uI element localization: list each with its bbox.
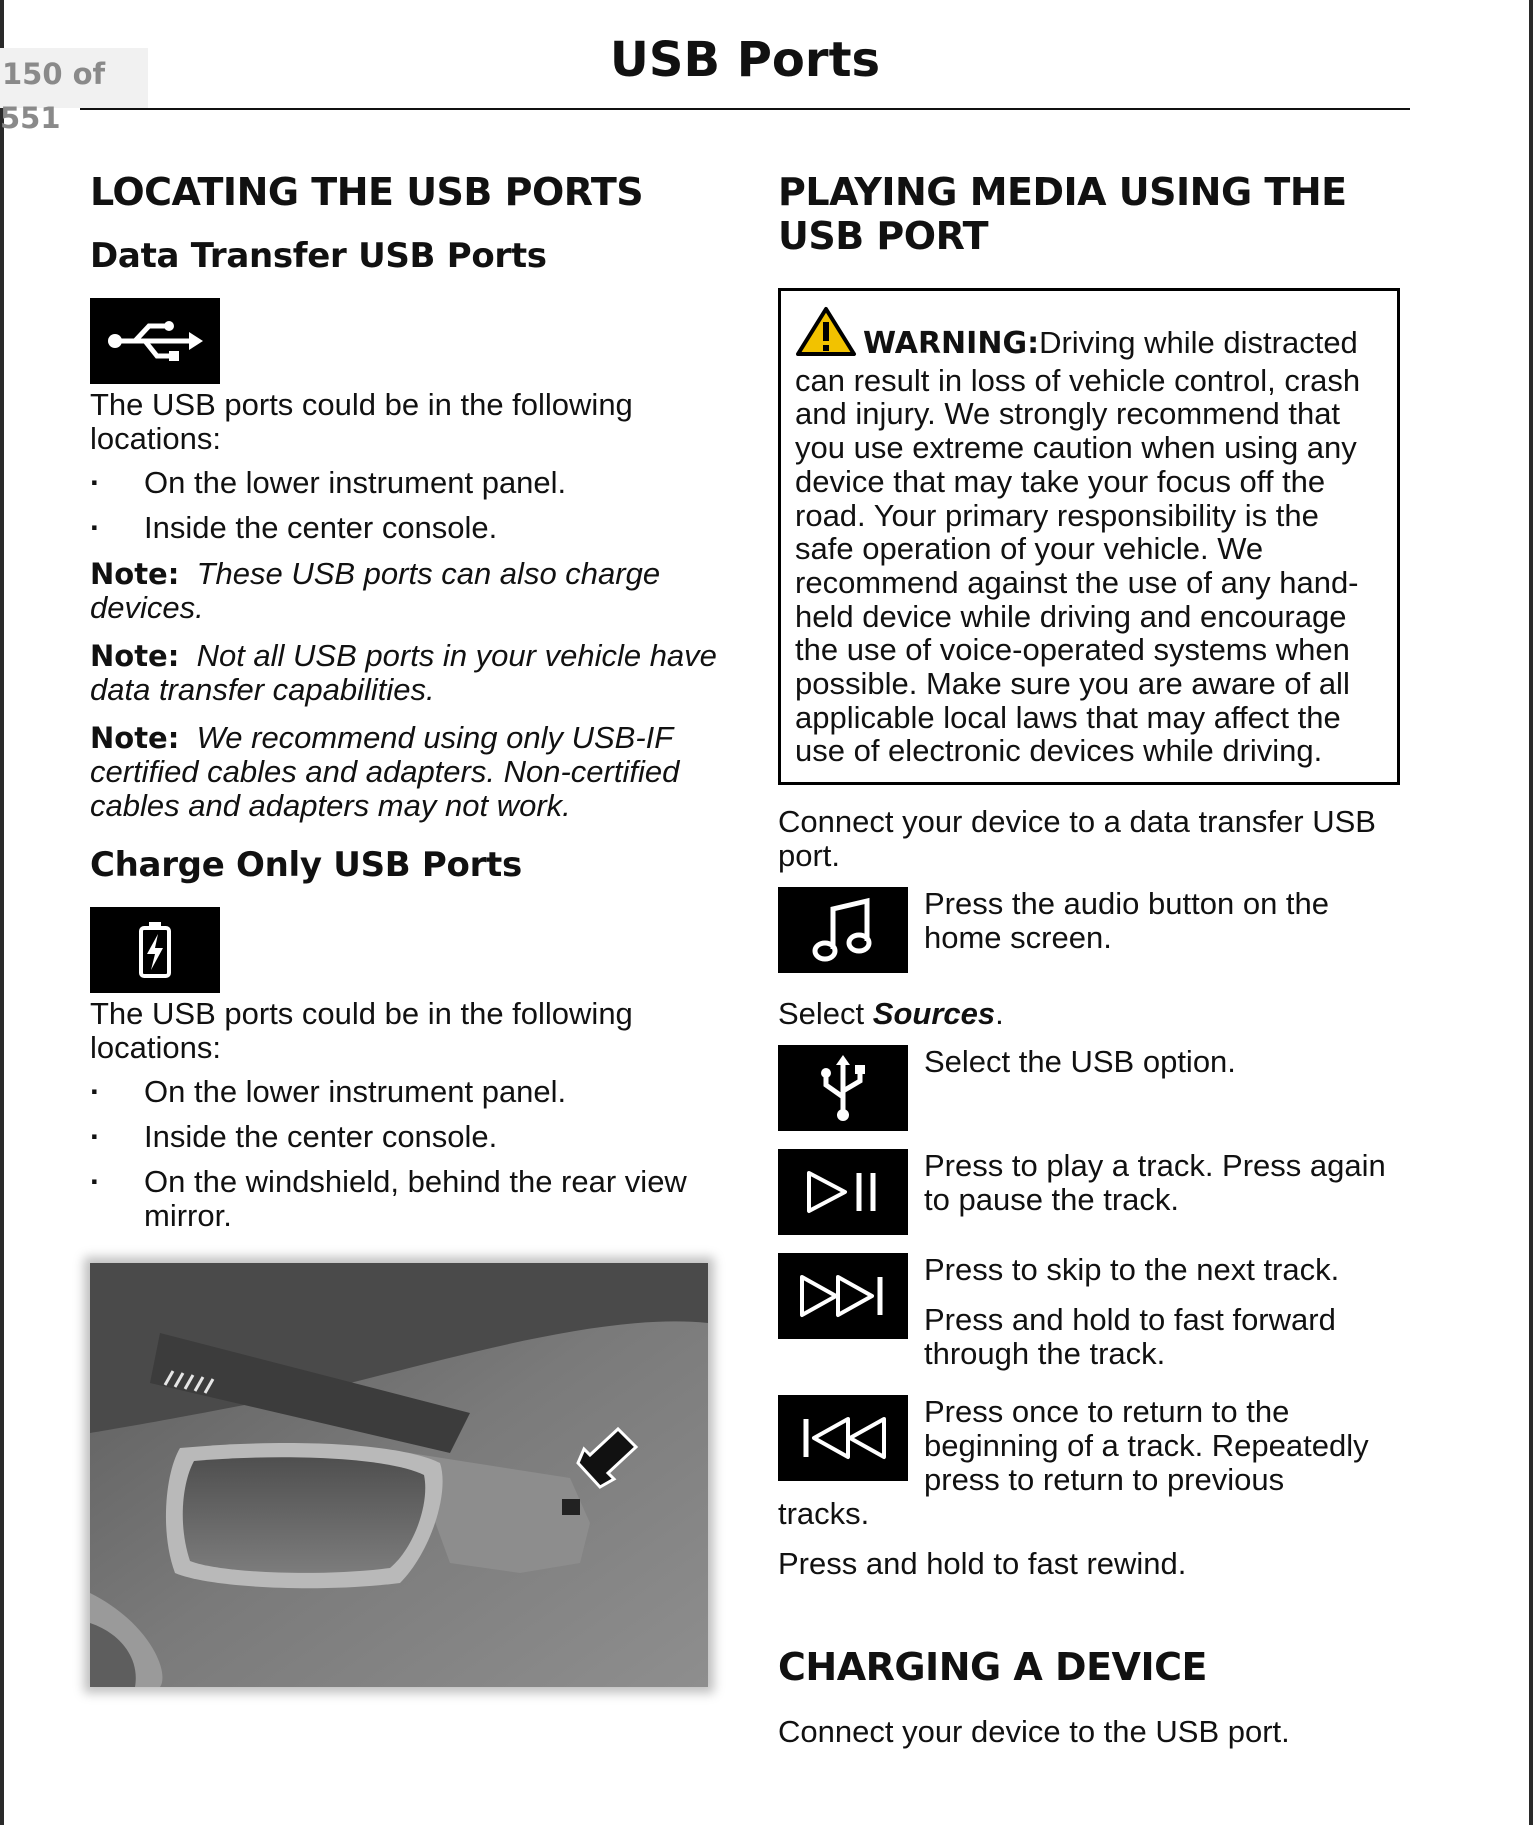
page-frame-left: [0, 0, 4, 1825]
list-item: · On the lower instrument panel.: [90, 466, 720, 500]
warning-text: Driving while distracted can result in loss of vehicle control, crash and injury. We strongly recommend that you use extreme caution when using any device that may take your focus off the road. Your primary responsibility is the safe operation of your vehicle. We recommend against the use of any hand-held device while driving and encourage the use of voice-operated systems when possible. Make sure you are aware of all applicable local laws that may affect the use of electronic devices while driving.: [795, 325, 1361, 769]
usb-trident-icon: [778, 1045, 908, 1131]
locating-heading: LOCATING THE USB PORTS: [90, 170, 644, 214]
list-item: · Inside the center console.: [90, 1120, 720, 1154]
list-item: · Inside the center console.: [90, 511, 720, 545]
charge-only-intro: The USB ports could be in the following locations:: [90, 996, 633, 1065]
note-text: Not all USB ports in your vehicle have data transfer capabilities.: [90, 638, 717, 707]
charge-only-subheading: Charge Only USB Ports: [90, 845, 522, 885]
right-column: [778, 170, 1400, 1749]
playing-media-heading: PLAYING MEDIA USING THE USB PORT: [778, 170, 1347, 258]
connect-instruction: Connect your device to a data transfer USB port.: [778, 804, 1376, 874]
data-transfer-subheading: Data Transfer USB Ports: [90, 236, 547, 276]
sources-label: Sources: [872, 996, 996, 1032]
play-pause-icon: [778, 1149, 908, 1235]
charging-heading: CHARGING A DEVICE: [778, 1645, 1207, 1690]
warning-box: [778, 288, 1400, 785]
skip-forward-icon: [778, 1253, 908, 1339]
select-sources-instruction: [778, 997, 1400, 1031]
back-step-text-cont: tracks.: [778, 1496, 870, 1532]
note-text: These USB ports can also charge devices.: [90, 556, 661, 625]
note-cables: [90, 721, 720, 823]
title-divider: [80, 108, 1410, 110]
page-frame-right: [1529, 0, 1533, 1825]
usb-symbol-icon: [90, 298, 220, 384]
warning-triangle-icon: [795, 305, 857, 364]
warning-label: WARNING:: [863, 326, 1040, 361]
skip-step-text-2: Press and hold to fast forward through the track.: [924, 1302, 1336, 1372]
skip-back-icon: [778, 1395, 908, 1481]
skip-step: [778, 1253, 1400, 1371]
music-note-icon: [778, 887, 908, 973]
play-step: [778, 1149, 1400, 1235]
warning-text-block: [795, 305, 1383, 768]
data-transfer-intro: The USB ports could be in the following locations:: [90, 387, 633, 456]
charge-only-locations: [90, 1075, 720, 1233]
page-indicator[interactable]: 150 of 551: [0, 48, 148, 108]
note-label: Note:: [90, 639, 180, 673]
charging-instruction: Connect your device to the USB port.: [778, 1714, 1290, 1750]
back-step: [778, 1395, 1400, 1497]
audio-step: [778, 887, 1400, 973]
select-suffix: .: [995, 996, 1004, 1032]
note-capabilities: [90, 639, 720, 707]
page-title: USB Ports: [609, 32, 881, 88]
note-label: Note:: [90, 557, 180, 591]
skip-step-text: Press to skip to the next track.: [924, 1252, 1340, 1288]
data-transfer-locations: [90, 466, 720, 545]
back-step-text: Press once to return to the beginning of a track. Repeatedly press to return to previous: [924, 1394, 1369, 1498]
note-charge: [90, 557, 720, 625]
audio-step-text: Press the audio button on the home screen.: [924, 886, 1330, 956]
list-item: · On the windshield, behind the rear view mirror.: [90, 1165, 720, 1233]
usb-step-text: Select the USB option.: [924, 1044, 1236, 1080]
note-text: We recommend using only USB-IF certified cables and adapters. Non-certified cables and adapters may not work.: [90, 720, 680, 823]
play-step-text: Press to play a track. Press again to pause the track.: [924, 1148, 1386, 1218]
left-column: [90, 170, 720, 1687]
select-prefix: Select: [778, 996, 873, 1032]
rewind-instruction: Press and hold to fast rewind.: [778, 1546, 1187, 1582]
battery-charging-icon: [90, 907, 220, 993]
list-item: · On the lower instrument panel.: [90, 1075, 720, 1109]
rear-view-mirror-usb-illustration: [90, 1263, 708, 1687]
skip-step-texts: [924, 1253, 1400, 1371]
usb-step: [778, 1045, 1400, 1131]
note-label: Note:: [90, 721, 180, 755]
